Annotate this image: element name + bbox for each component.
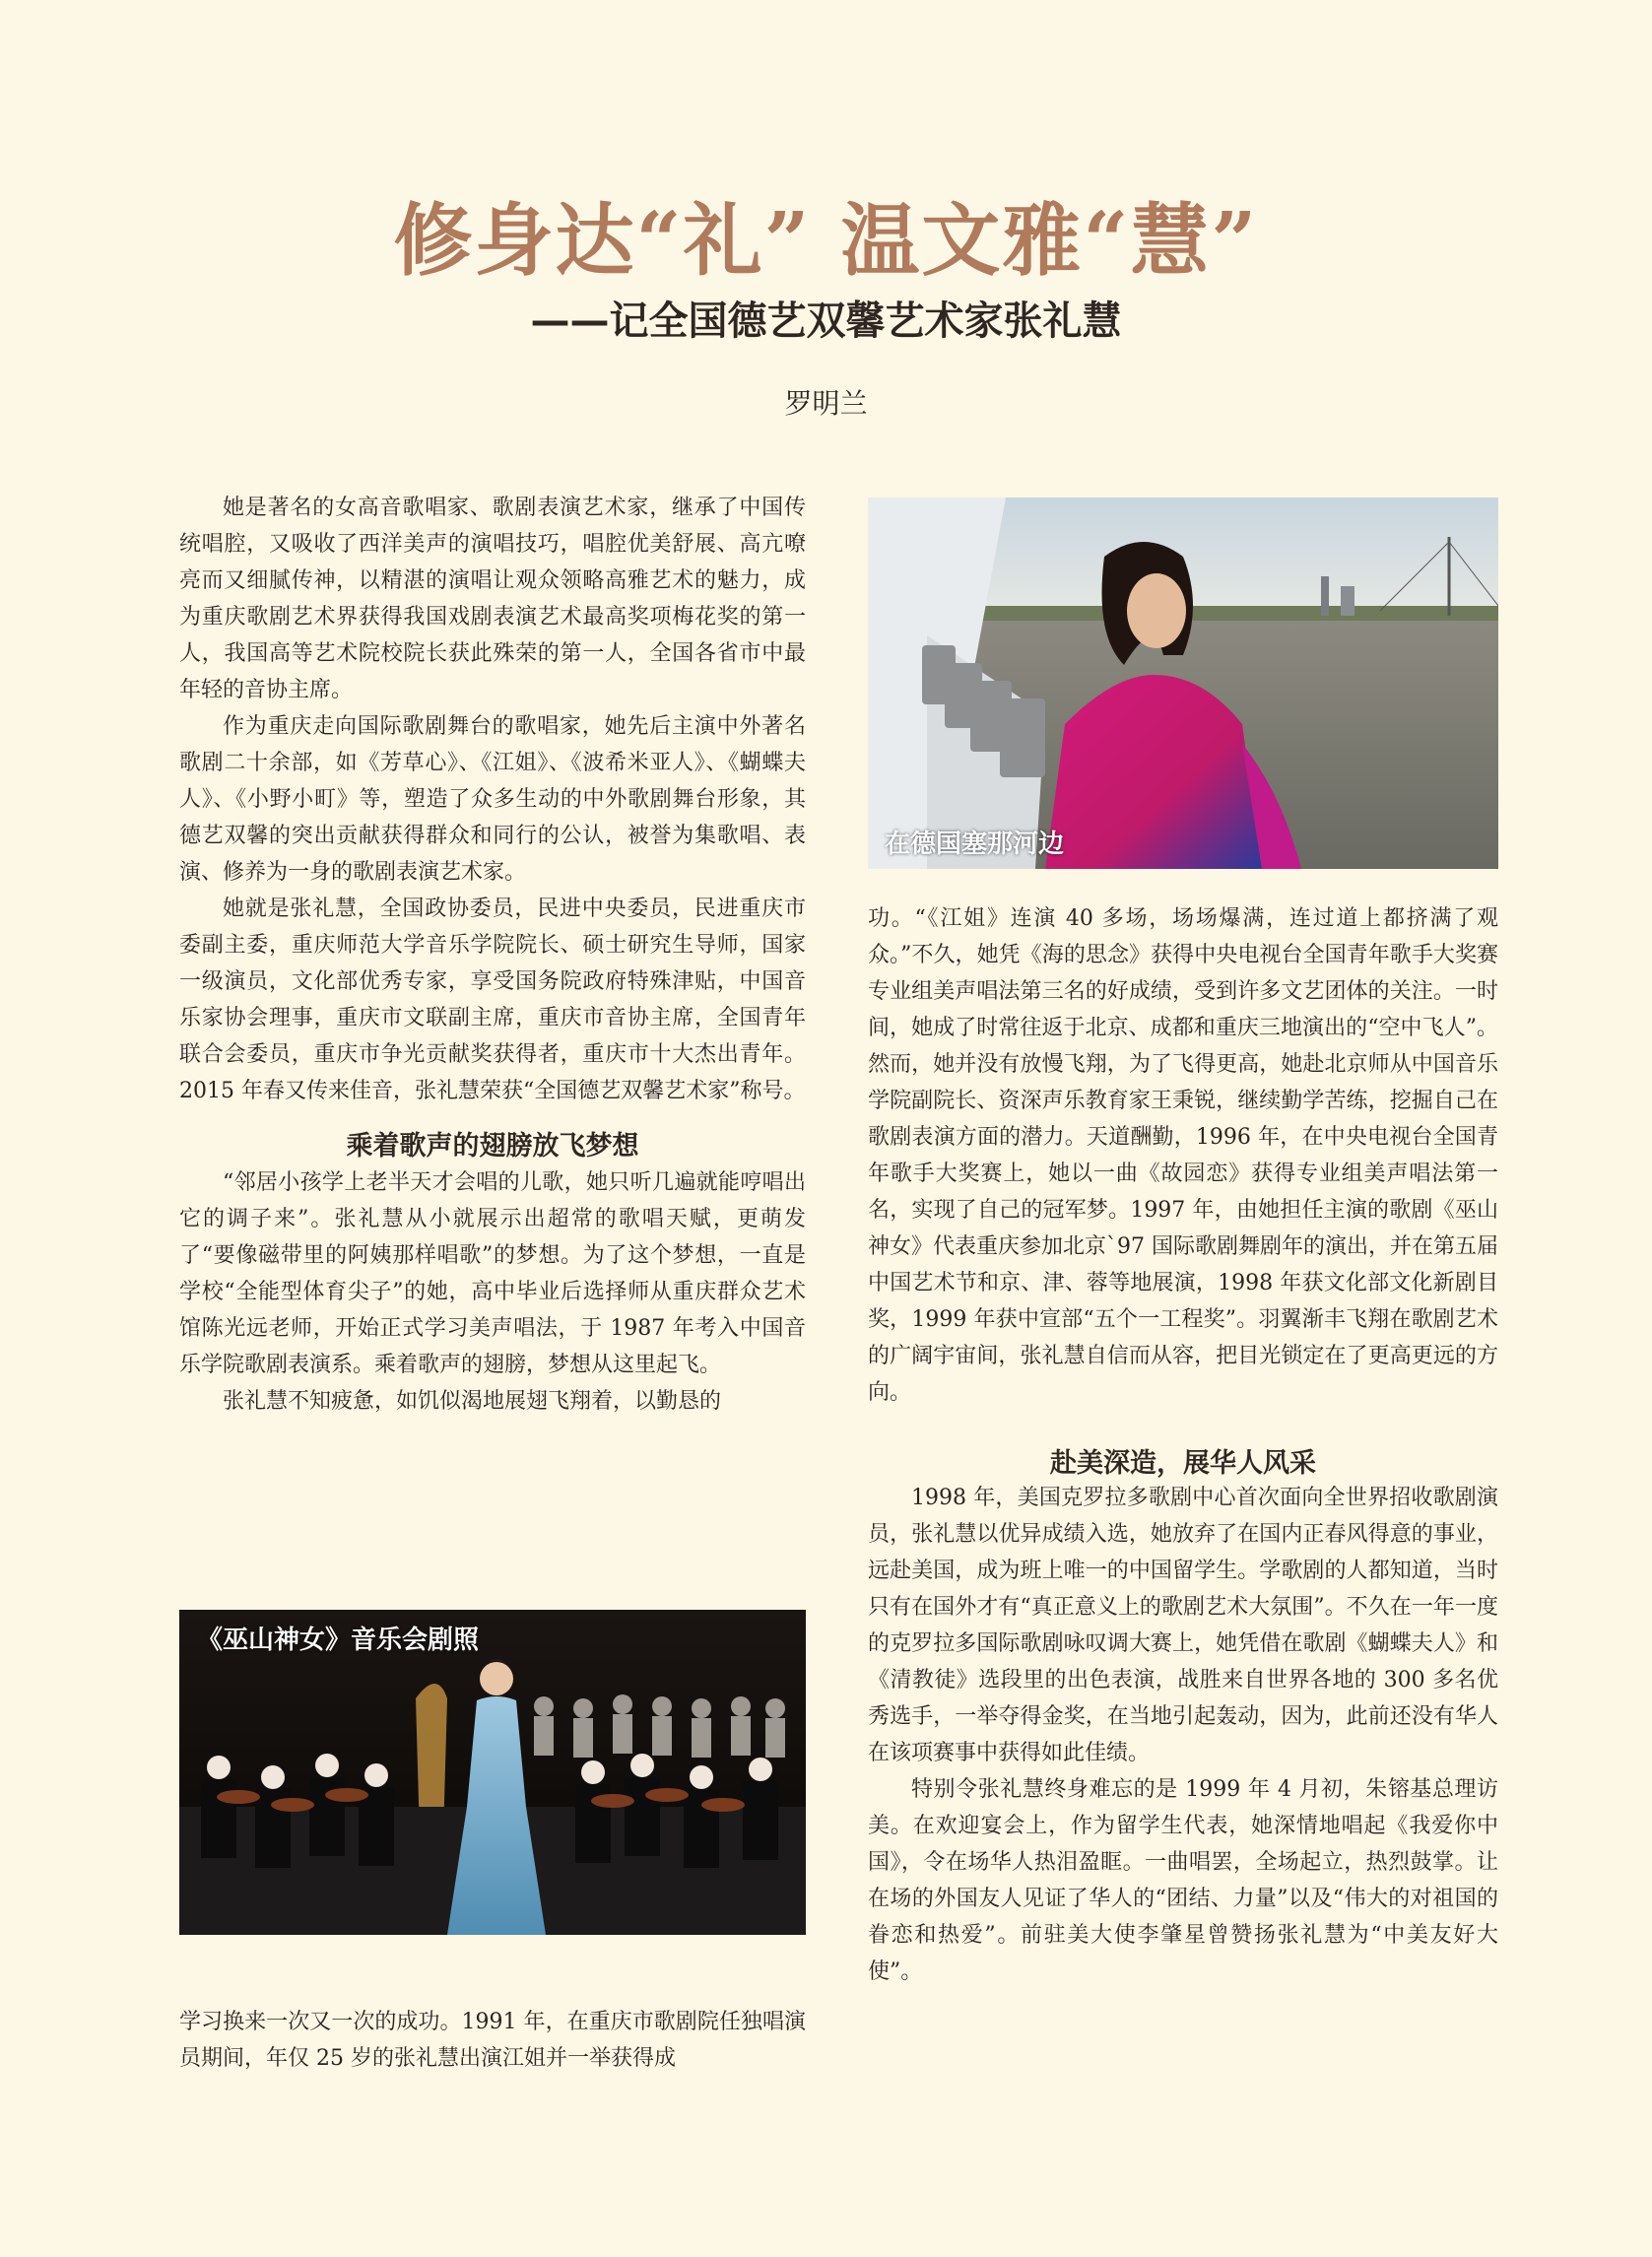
paragraph: 她就是张礼慧，全国政协委员，民进中央委员，民进重庆市委副主委，重庆师范大学音乐学院院长、硕士研究生导师，国家一级演员，文化部优秀专家，享受国务院政府特殊津贴，中国音乐家协会理事，重庆市文联副主席，重庆市音协主席，全国青年联合会委员，重庆市争光贡献奖获得者，重庆市十大杰出青年。2015 年春又传来佳音，张礼慧荣获“全国德艺双馨艺术家”称号。 [179,896,806,1103]
article-author: 罗明兰 [784,387,868,420]
paragraph: 1998 年，美国克罗拉多歌剧中心首次面向全世界招收歌剧演员，张礼慧以优异成绩入选，她放弃了在国内正春风得意的事业，远赴美国，成为班上唯一的中国留学生。学歌剧的人都知道，当时只有在国外才有“真正意义上的歌剧艺术大氛围”。不久在一年一度的克罗拉多国际歌剧咏叹调大赛上，她凭借在歌剧《蝴蝶夫人》和《清教徒》选段里的出色表演，战胜来自世界各地的 300 多名优秀选手，一举夺得金奖，在当地引起轰动，因为，此前还没有华人在该项赛事中获得如此佳绩。 [868,1486,1498,1765]
right-column [868,900,1498,1990]
paragraph: 学习换来一次又一次的成功。1991 年，在重庆市歌剧院任独唱演员期间，年仅 25 岁的张礼慧出演江姐并一举获得成 [179,2010,806,2071]
photo-caption: 《巫山神女》音乐会剧照 [197,1626,480,1655]
photo-caption: 在德国塞那河边 [885,830,1065,859]
paragraph: “邻居小孩学上老半天才会唱的儿歌，她只听几遍就能哼唱出它的调子来”。张礼慧从小就展示出超常的歌唱天赋，更萌发了“要像磁带里的阿姨那样唱歌”的梦想。为了这个梦想，一直是学校“全能型体育尖子”的她，高中毕业后选择师从重庆群众艺术馆陈光远老师，开始正式学习美声唱法，于 1987 年考入中国音乐学院歌剧表演系。乘着歌声的翅膀，梦想从这里起飞。 [179,1170,806,1377]
left-column-lower [179,2004,806,2077]
concert-photo [179,1610,806,1935]
paragraph: 她是著名的女高音歌唱家、歌剧表演艺术家，继承了中国传统唱腔，又吸收了西洋美声的演唱技巧，唱腔优美舒展、高亢嘹亮而又细腻传神，以精湛的演唱让观众领略高雅艺术的魅力，成为重庆歌剧艺术界获得我国戏剧表演艺术最高奖项梅花奖的第一人，我国高等艺术院校院长获此殊荣的第一人，全国各省市中最年轻的音协主席。 [179,496,806,702]
article-subtitle: ——记全国德艺双馨艺术家张礼慧 [530,299,1122,344]
section-heading: 赴美深造，展华人风采 [1050,1448,1316,1479]
river-photo [868,498,1498,869]
paragraph: 特别令张礼慧终身难忘的是 1999 年 4 月初，朱镕基总理访美。在欢迎宴会上，作为留学生代表，她深情地唱起《我爱你中国》，令在场华人热泪盈眶。一曲唱罢，全场起立，热烈鼓掌。让在场的外国友人见证了华人的“团结、力量”以及“伟大的对祖国的眷恋和热爱”。前驻美大使李肇星曾赞扬张礼慧为“中美友好大使”。 [868,1777,1498,1984]
section-heading: 乘着歌声的翅膀放飞梦想 [346,1131,639,1162]
paragraph: 功。“《江姐》连演 40 多场，场场爆满，连过道上都挤满了观众。”不久，她凭《海的思念》获得中央电视台全国青年歌手大奖赛专业组美声唱法第三名的好成绩，受到许多文艺团体的关注。一时间，她成了时常往返于北京、成都和重庆三地演出的“空中飞人”。然而，她并没有放慢飞翔，为了飞得更高，她赴北京师从中国音乐学院副院长、资深声乐教育家王秉锐，继续勤学苦练，挖掘自己在歌剧表演方面的潜力。天道酬勤，1996 年，在中央电视台全国青年歌手大奖赛上，她以一曲《故园恋》获得专业组美声唱法第一名，实现了自己的冠军梦。1997 年，由她担任主演的歌剧《巫山神女》代表重庆参加北京`97 国际歌剧舞剧年的演出，并在第五届中国艺术节和京、津、蓉等地展演，1998 年获文化部文化新剧目奖，1999 年获中宣部“五个一工程奖”。羽翼渐丰飞翔在歌剧艺术的广阔宇宙间，张礼慧自信而从容，把目光锁定在了更高更远的方向。 [868,906,1498,1405]
article-title: 修身达“礼” 温文雅“慧” [393,194,1259,287]
paragraph: 张礼慧不知疲惫，如饥似渴地展翅飞翔着，以勤恳的 [223,1389,722,1414]
left-column-upper [179,490,806,1420]
paragraph: 作为重庆走向国际歌剧舞台的歌唱家，她先后主演中外著名歌剧二十余部，如《芳草心》、《江姐》、《波希米亚人》、《蝴蝶夫人》、《小野小町》等，塑造了众多生动的中外歌剧舞台形象，其德艺双馨的突出贡献获得群众和同行的公认，被誉为集歌唱、表演、修养为一身的歌剧表演艺术家。 [179,714,806,885]
